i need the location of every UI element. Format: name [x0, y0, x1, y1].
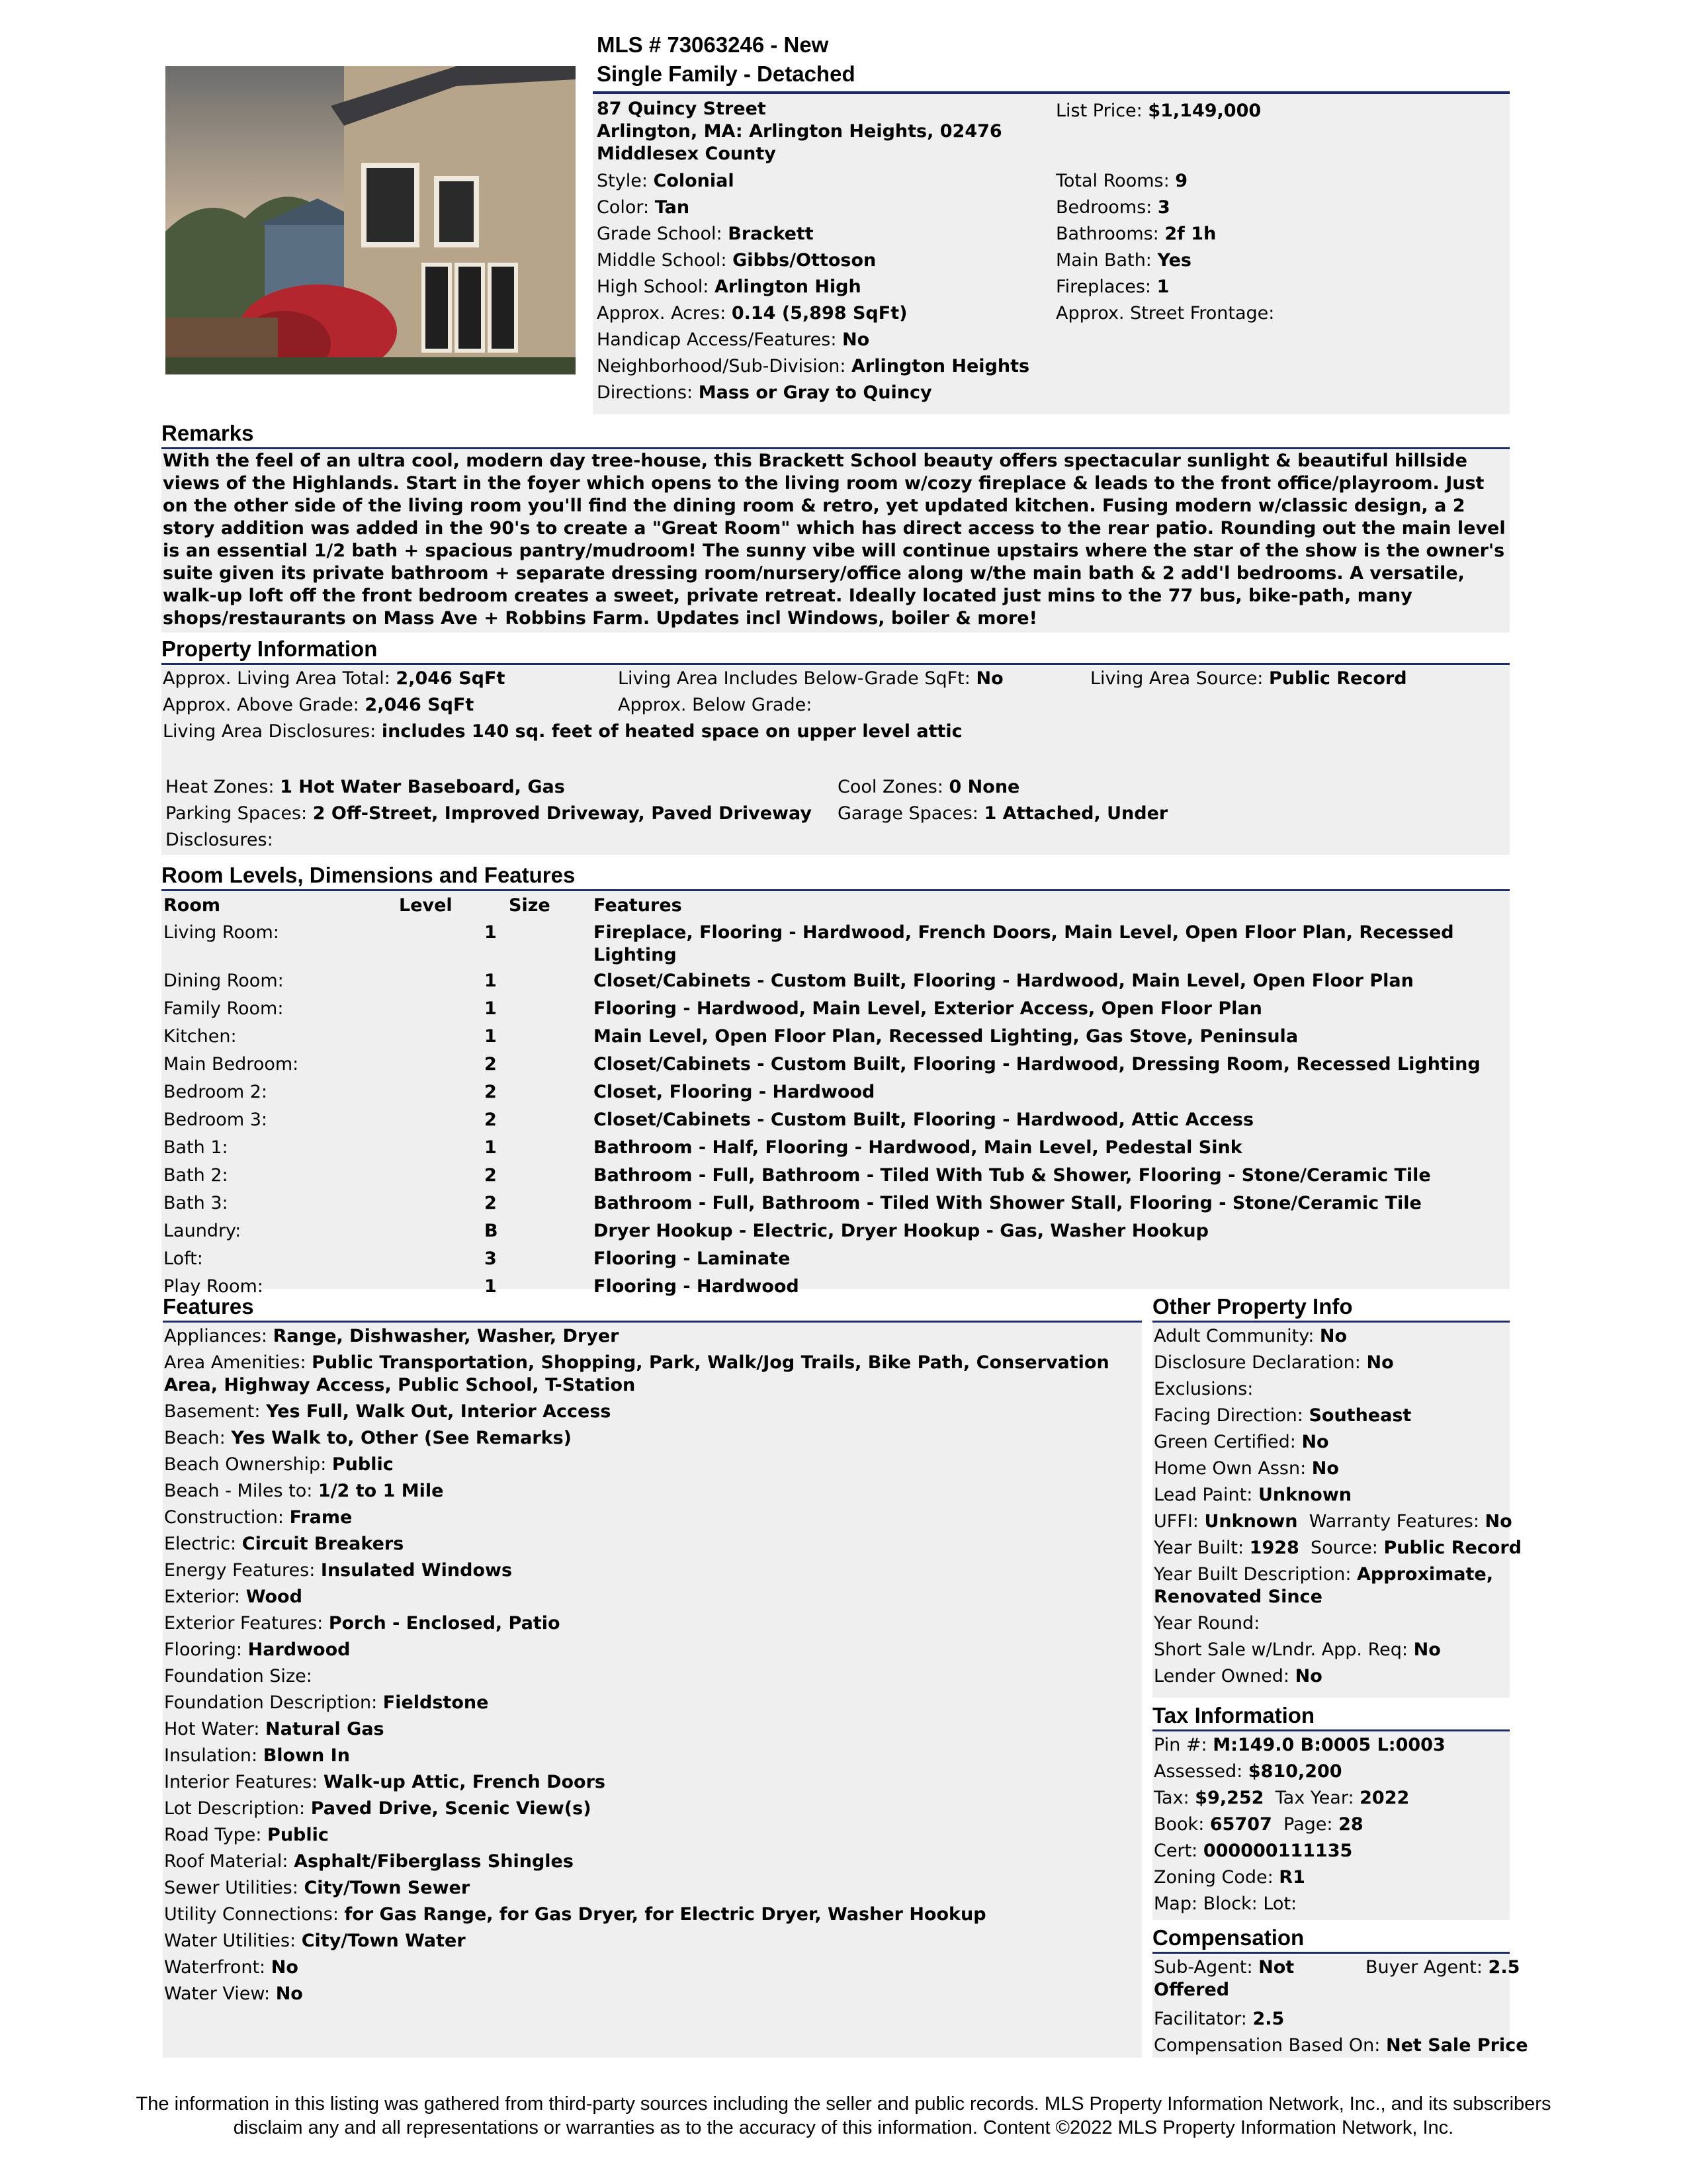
cool-zones-field: Cool Zones: 0 None — [838, 777, 1020, 797]
tax-field: Assessed: $810,200 — [1154, 1761, 1342, 1782]
feature-item: Appliances: Range, Dishwasher, Washer, Dryer — [164, 1326, 619, 1346]
feature-item: Foundation Description: Fieldstone — [164, 1692, 489, 1713]
summary-field: Total Rooms: 9 — [1056, 171, 1188, 191]
facilitator-field: Facilitator: 2.5 — [1154, 2009, 1285, 2029]
other-field: Home Own Assn: No — [1154, 1458, 1339, 1479]
living-total-field: Approx. Living Area Total: 2,046 SqFt — [163, 668, 505, 689]
rooms-table — [163, 892, 1506, 1301]
other-field: Facing Direction: Southeast — [1154, 1405, 1412, 1426]
feature-item: Flooring: Hardwood — [164, 1639, 351, 1660]
rooms-title: Room Levels, Dimensions and Features — [161, 863, 1510, 891]
tax-field: Book: 65707 Page: 28 — [1154, 1814, 1363, 1835]
house-photo-image — [165, 66, 576, 374]
features-list — [164, 1323, 1110, 2007]
table-row: Bath 1: 1 Bathroom - Half, Flooring - Hardwood, Main Level, Pedestal Sink — [163, 1137, 1242, 1158]
table-row: Dining Room: 1 Closet/Cabinets - Custom Built, Flooring - Hardwood, Main Level, Open Floor Plan — [163, 971, 1414, 991]
summary-field: Grade School: Brackett — [597, 224, 814, 244]
address-block — [597, 98, 1020, 165]
col-header: Room — [163, 895, 221, 916]
table-row: Bedroom 3: 2 Closet/Cabinets - Custom Built, Flooring - Hardwood, Attic Access — [163, 1110, 1254, 1130]
other-field: Lead Paint: Unknown — [1154, 1485, 1352, 1505]
feature-item: Waterfront: No — [164, 1957, 298, 1978]
footer-disclaimer — [99, 2092, 1588, 2140]
summary-left-fields — [597, 168, 1029, 406]
property-info-title: Property Information — [161, 636, 1510, 665]
other-field: Year Round: — [1154, 1613, 1260, 1634]
feature-item: Water Utilities: City/Town Water — [164, 1931, 466, 1951]
living-disclosures-field: Living Area Disclosures: includes 140 sq. feet of heated space on upper level attic — [163, 721, 963, 742]
summary-field: Neighborhood/Sub-Division: Arlington Heights — [597, 356, 1030, 376]
feature-item: Road Type: Public — [164, 1825, 329, 1845]
table-row: Kitchen: 1 Main Level, Open Floor Plan, Recessed Lighting, Gas Stove, Peninsula — [163, 1026, 1299, 1047]
other-field: Year Built: 1928 Source: Public Record — [1154, 1538, 1522, 1558]
listing-header — [597, 30, 1510, 89]
table-row: Living Room: 1 Fireplace, Flooring - Hardwood, French Doors, Main Level, Open Floor Plan, Recessed Lighting — [163, 922, 1454, 965]
list-price-label: List Price: — [1056, 101, 1143, 121]
feature-item: Roof Material: Asphalt/Fiberglass Shingles — [164, 1851, 574, 1872]
garage-field: Garage Spaces: 1 Attached, Under — [838, 803, 1168, 824]
summary-field: Fireplaces: 1 — [1056, 277, 1170, 297]
feature-item: Basement: Yes Full, Walk Out, Interior Access — [164, 1401, 611, 1422]
tax-field: Pin #: M:149.0 B:0005 L:0003 — [1154, 1735, 1446, 1755]
feature-item: Interior Features: Walk-up Attic, French Doors — [164, 1772, 605, 1792]
other-info-list — [1154, 1323, 1522, 1690]
tax-field: Cert: 000000111135 — [1154, 1841, 1353, 1861]
list-price-row — [1056, 98, 1261, 124]
col-header: Size — [509, 895, 550, 916]
summary-field: Approx. Street Frontage: — [1056, 303, 1275, 324]
tax-field: Zoning Code: R1 — [1154, 1867, 1305, 1888]
property-photo — [165, 66, 576, 374]
living-source-field: Living Area Source: Public Record — [1090, 668, 1407, 689]
footer-line: disclaim any and all representations or warranties as to the accuracy of this information. Content ©2022 MLS Property Information Network, Inc. — [233, 2117, 1454, 2138]
list-price-value: $1,149,000 — [1148, 101, 1262, 121]
footer-line: The information in this listing was gathered from third-party sources including the seller and public records. MLS Property Information Network, Inc., and its subscribers — [136, 2093, 1551, 2115]
summary-field: Handicap Access/Features: No — [597, 329, 870, 350]
compensation-list — [1154, 1954, 1528, 2059]
feature-item: Foundation Size: — [164, 1666, 312, 1686]
table-row: Bath 2: 2 Bathroom - Full, Bathroom - Tiled With Tub & Shower, Flooring - Stone/Ceramic Tile — [163, 1165, 1431, 1186]
sub-agent-field: Sub-Agent: Not Offered — [1154, 1957, 1295, 2000]
feature-item: Insulation: Blown In — [164, 1745, 350, 1766]
table-row: Family Room: 1 Flooring - Hardwood, Main Level, Exterior Access, Open Floor Plan — [163, 998, 1262, 1019]
city-state-zip: Arlington, MA: Arlington Heights, 02476 — [597, 121, 1002, 142]
other-field: Disclosure Declaration: No — [1154, 1352, 1394, 1373]
table-row: Play Room: 1 Flooring - Hardwood — [163, 1276, 799, 1297]
parking-field: Parking Spaces: 2 Off-Street, Improved Driveway, Paved Driveway — [165, 803, 812, 824]
feature-item: Beach - Miles to: 1/2 to 1 Mile — [164, 1481, 444, 1501]
feature-item: Exterior Features: Porch - Enclosed, Patio — [164, 1613, 560, 1634]
feature-item: Electric: Circuit Breakers — [164, 1534, 404, 1554]
col-header: Level — [399, 895, 453, 916]
county: Middlesex County — [597, 144, 776, 164]
feature-item: Sewer Utilities: City/Town Sewer — [164, 1878, 470, 1898]
mls-number: MLS # 73063246 - New — [597, 32, 829, 57]
based-on-field: Compensation Based On: Net Sale Price — [1154, 2035, 1528, 2056]
feature-item: Beach Ownership: Public — [164, 1454, 394, 1475]
buyer-agent-field: Buyer Agent: 2.5 — [1365, 1957, 1520, 1978]
table-row: Bedroom 2: 2 Closet, Flooring - Hardwood — [163, 1082, 875, 1102]
below-grade-field: Approx. Below Grade: — [618, 695, 812, 715]
tax-title: Tax Information — [1152, 1703, 1510, 1731]
feature-item: Exterior: Wood — [164, 1587, 302, 1607]
rooms-header-row — [163, 892, 1506, 920]
above-grade-field: Approx. Above Grade: 2,046 SqFt — [163, 695, 474, 715]
feature-item: Water View: No — [164, 1984, 303, 2004]
tax-field: Tax: $9,252 Tax Year: 2022 — [1154, 1788, 1410, 1808]
other-info-title: Other Property Info — [1152, 1294, 1510, 1323]
summary-right-fields — [1056, 168, 1274, 327]
feature-item: Construction: Frame — [164, 1507, 353, 1528]
feature-item: Hot Water: Natural Gas — [164, 1719, 384, 1739]
feature-item: Energy Features: Insulated Windows — [164, 1560, 513, 1581]
table-row: Main Bedroom: 2 Closet/Cabinets - Custom Built, Flooring - Hardwood, Dressing Room, Recessed Lighting — [163, 1054, 1481, 1074]
other-field: Year Built Description: Approximate, Renovated Since — [1154, 1564, 1493, 1607]
feature-item: Area Amenities: Public Transportation, Shopping, Park, Walk/Jog Trails, Bike Path, Conservation Area, Highway Access, Public School, T-Station — [164, 1352, 1109, 1395]
summary-field: Main Bath: Yes — [1056, 250, 1191, 271]
feature-item: Utility Connections: for Gas Range, for Gas Dryer, for Electric Dryer, Washer Hookup — [164, 1904, 986, 1925]
property-type: Single Family - Detached — [597, 62, 855, 86]
summary-field: Approx. Acres: 0.14 (5,898 SqFt) — [597, 303, 908, 324]
feature-item: Lot Description: Paved Drive, Scenic View(s) — [164, 1798, 591, 1819]
summary-field: Color: Tan — [597, 197, 690, 218]
other-field: Short Sale w/Lndr. App. Req: No — [1154, 1639, 1441, 1660]
features-title: Features — [163, 1294, 1142, 1323]
disclosures-field: Disclosures: — [165, 830, 273, 850]
summary-field: Directions: Mass or Gray to Quincy — [597, 382, 932, 403]
summary-field: Bedrooms: 3 — [1056, 197, 1170, 218]
other-field: Adult Community: No — [1154, 1326, 1348, 1346]
col-header: Features — [593, 895, 682, 916]
compensation-title: Compensation — [1152, 1925, 1510, 1954]
summary-field: Bathrooms: 2f 1h — [1056, 224, 1217, 244]
tax-field: Map: Block: Lot: — [1154, 1894, 1297, 1914]
table-row: Laundry: B Dryer Hookup - Electric, Dryer Hookup - Gas, Washer Hookup — [163, 1221, 1209, 1241]
summary-field: Middle School: Gibbs/Ottoson — [597, 250, 877, 271]
remarks-text: With the feel of an ultra cool, modern day tree-house, this Brackett School beauty offers spectacular sunlight & beautiful hillside views of the Highlands. Start in the foyer which opens to the living room w/cozy fireplace & leads to the front office/playroom. Just on the other side of the living room you'll find the dining room & retro, yet updated kitchen. Fusing modern w/classic design, a 2 story addition was added in the 90's to create a "Great Room" which has direct access to the rear patio. Rounding out the main level is an essential 1/2 bath + spacious pantry/mudroom! The sunny vibe will continue upstairs where the star of the show is the owner's suite given its private bathroom + separate dressing room/nursery/office along w/the main bath & 2 add'l bedrooms. A versatile, walk-up loft off the front bedroom creates a sweet, private retreat. Ideally located just mins to the 77 bus, bike-path, many shops/restaurants on Mass Ave + Robbins Farm. Updates incl Windows, boiler & more! — [163, 451, 1506, 629]
other-field: Exclusions: — [1154, 1379, 1254, 1399]
summary-field: Style: Colonial — [597, 171, 734, 191]
tax-list — [1154, 1732, 1508, 1917]
table-row: Loft: 3 Flooring - Laminate — [163, 1248, 791, 1269]
feature-item: Beach: Yes Walk to, Other (See Remarks) — [164, 1428, 572, 1448]
agent-row — [1154, 1954, 1520, 2006]
below-grade-incl-field: Living Area Includes Below-Grade SqFt: No — [618, 668, 1004, 689]
other-field: UFFI: Unknown Warranty Features: No — [1154, 1511, 1512, 1532]
street-address: 87 Quincy Street — [597, 99, 766, 119]
summary-field: High School: Arlington High — [597, 277, 861, 297]
other-field: Green Certified: No — [1154, 1432, 1329, 1452]
table-row: Bath 3: 2 Bathroom - Full, Bathroom - Tiled With Shower Stall, Flooring - Stone/Ceramic Tile — [163, 1193, 1422, 1213]
remarks-title: Remarks — [161, 421, 1510, 449]
other-field: Lender Owned: No — [1154, 1666, 1322, 1686]
heat-zones-field: Heat Zones: 1 Hot Water Baseboard, Gas — [165, 777, 565, 797]
